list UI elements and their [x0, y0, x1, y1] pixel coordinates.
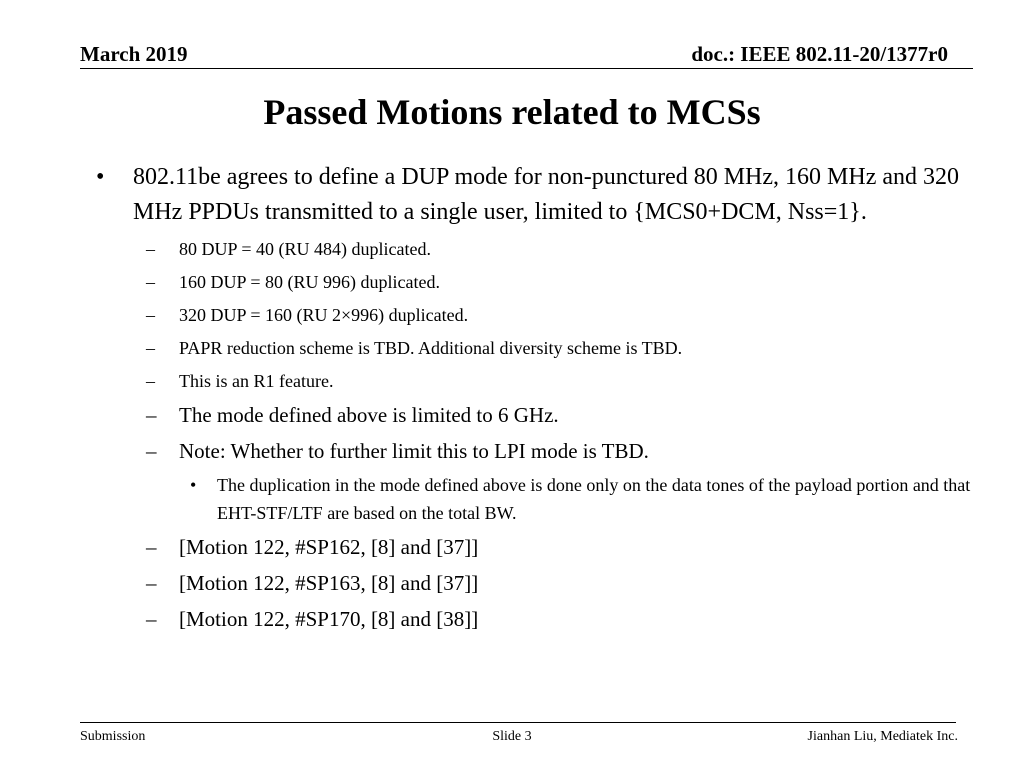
sub-item	[96, 271, 976, 293]
footer-author: Jianhan Liu, Mediatek Inc.	[807, 729, 958, 744]
header-doc-id: doc.: IEEE 802.11-20/1377r0	[691, 42, 948, 66]
dash-marker: –	[146, 239, 155, 259]
dash-marker: –	[146, 403, 157, 427]
motion-item	[96, 607, 976, 632]
header-rule	[80, 68, 973, 69]
sub-item-text: 160 DUP = 80 (RU 996) duplicated.	[179, 272, 440, 292]
dash-marker: –	[146, 571, 157, 595]
sub-item-text: Note: Whether to further limit this to LPI mode is TBD.	[179, 439, 649, 463]
bullet-marker: •	[190, 475, 197, 495]
sub-item	[96, 238, 976, 260]
sub-item-text: The mode defined above is limited to 6 GHz.	[179, 403, 559, 427]
dash-marker: –	[146, 607, 157, 631]
sub-item	[96, 337, 976, 359]
motion-text: [Motion 122, #SP162, [8] and [37]]	[179, 535, 479, 559]
dash-marker: –	[146, 371, 155, 391]
sub-item	[96, 403, 976, 428]
motion-item	[96, 535, 976, 560]
motion-text: [Motion 122, #SP163, [8] and [37]]	[179, 571, 479, 595]
sub-item-text: 80 DUP = 40 (RU 484) duplicated.	[179, 239, 431, 259]
motion-item	[96, 571, 976, 596]
sub-item	[96, 370, 976, 392]
footer-submission: Submission	[80, 729, 146, 744]
slide-body	[96, 160, 976, 643]
dash-marker: –	[146, 535, 157, 559]
footer-slide-number: Slide 3	[492, 729, 532, 744]
sub-sub-item	[96, 471, 976, 527]
sub-sub-item-text: The duplication in the mode defined above is done only on the data tones of the payload portion and that EHT-STF/LTF are based on the total BW.	[217, 475, 971, 523]
dash-marker: –	[146, 272, 155, 292]
sub-item-text: PAPR reduction scheme is TBD. Additional diversity scheme is TBD.	[179, 338, 683, 358]
dash-marker: –	[146, 305, 155, 325]
sub-item-text: 320 DUP = 160 (RU 2×996) duplicated.	[179, 305, 469, 325]
footer-rule	[80, 722, 956, 723]
sub-item	[96, 439, 976, 464]
dash-marker: –	[146, 439, 157, 463]
header-date: March 2019	[80, 42, 188, 66]
motion-text: [Motion 122, #SP170, [8] and [38]]	[179, 607, 479, 631]
sub-item	[96, 304, 976, 326]
slide-title: Passed Motions related to MCSs	[263, 92, 761, 132]
main-bullet-text: 802.11be agrees to define a DUP mode for non-punctured 80 MHz, 160 MHz and 320 MHz PPDUs transmitted to a single user, limited to {MCS0+DCM, Nss=1}.	[133, 164, 960, 225]
sub-item-text: This is an R1 feature.	[179, 371, 334, 391]
main-bullet	[96, 160, 976, 230]
dash-marker: –	[146, 338, 155, 358]
bullet-marker: •	[96, 164, 105, 190]
